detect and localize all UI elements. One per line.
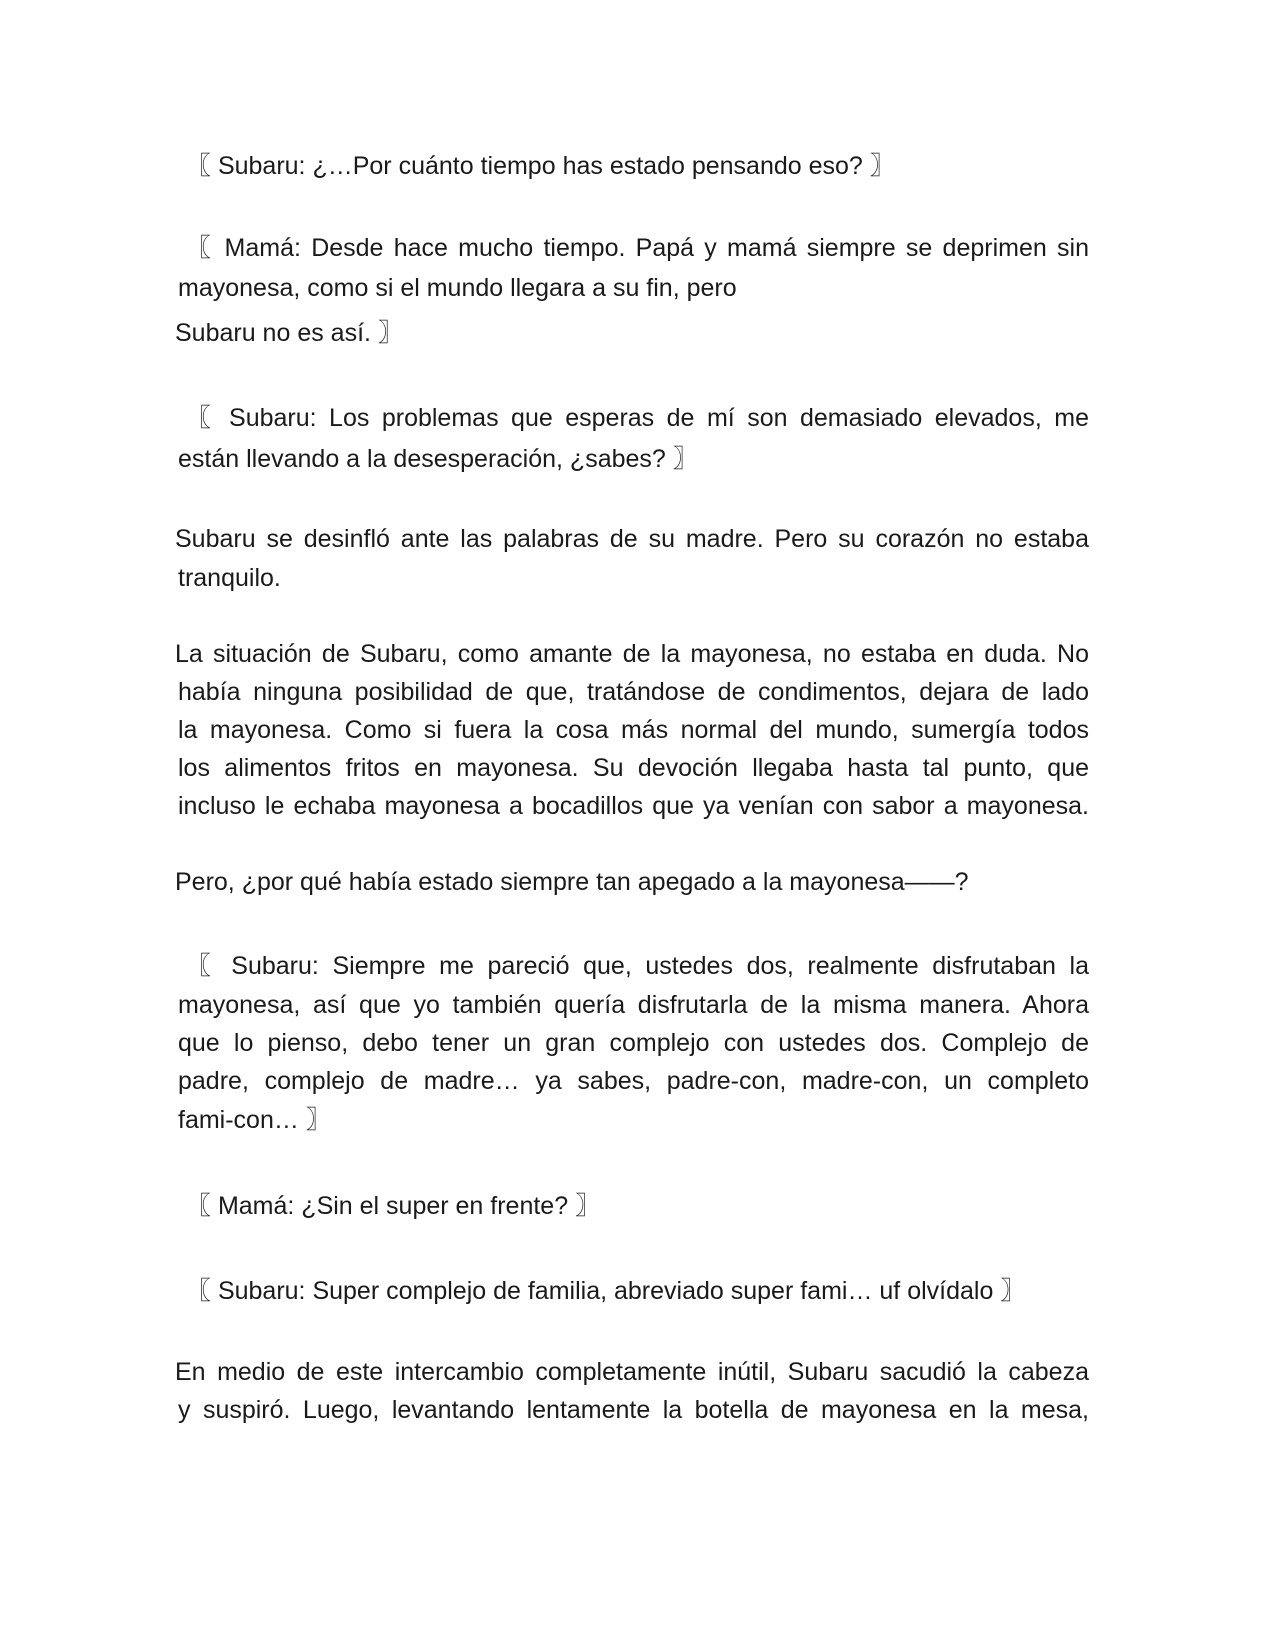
dialogue-line: 〖 Subaru: Los problemas que esperas de mí son demasiado elevados, me <box>186 404 1089 432</box>
narration-line: había ninguna posibilidad de que, tratándose de condimentos, dejara de lado <box>178 678 1089 706</box>
dialogue-line: fami-con… 〗 <box>178 1106 331 1134</box>
dialogue-line: mayonesa, así que yo también quería disfrutarla de la misma manera. Ahora <box>178 991 1089 1019</box>
narration-line: Pero, ¿por qué había estado siempre tan apegado a la mayonesa——? <box>175 868 969 896</box>
dialogue-line: padre, complejo de madre… ya sabes, padre-con, madre-con, un completo <box>178 1067 1089 1095</box>
dialogue-line: mayonesa, como si el mundo llegara a su fin, pero <box>178 274 737 302</box>
narration-line: los alimentos fritos en mayonesa. Su devoción llegaba hasta tal punto, que <box>178 754 1089 782</box>
dialogue-line: 〖 Subaru: ¿…Por cuánto tiempo has estado pensando eso? 〗 <box>186 152 895 180</box>
dialogue-line: que lo pienso, debo tener un gran complejo con ustedes dos. Complejo de <box>178 1029 1089 1057</box>
dialogue-line: 〖 Subaru: Super complejo de familia, abreviado super fami… uf olvídalo 〗 <box>186 1277 1026 1305</box>
narration-line: Subaru se desinfló ante las palabras de su madre. Pero su corazón no estaba <box>175 525 1089 553</box>
narration-line: incluso le echaba mayonesa a bocadillos que ya venían con sabor a mayonesa. <box>178 792 1089 820</box>
narration-line: tranquilo. <box>178 564 281 592</box>
dialogue-line: 〖 Subaru: Siempre me pareció que, ustedes dos, realmente disfrutaban la <box>186 952 1089 980</box>
dialogue-line: Subaru no es así. 〗 <box>175 319 403 347</box>
narration-line: La situación de Subaru, como amante de la mayonesa, no estaba en duda. No <box>175 640 1089 668</box>
narration-line: En medio de este intercambio completamente inútil, Subaru sacudió la cabeza <box>175 1358 1089 1386</box>
dialogue-line: 〖 Mamá: ¿Sin el super en frente? 〗 <box>186 1192 601 1220</box>
dialogue-line: están llevando a la desesperación, ¿sabes? 〗 <box>178 445 698 473</box>
narration-line: y suspiró. Luego, levantando lentamente la botella de mayonesa en la mesa, <box>178 1396 1089 1424</box>
dialogue-line: 〖 Mamá: Desde hace mucho tiempo. Papá y mamá siempre se deprimen sin <box>186 234 1089 262</box>
narration-line: la mayonesa. Como si fuera la cosa más normal del mundo, sumergía todos <box>178 716 1089 744</box>
